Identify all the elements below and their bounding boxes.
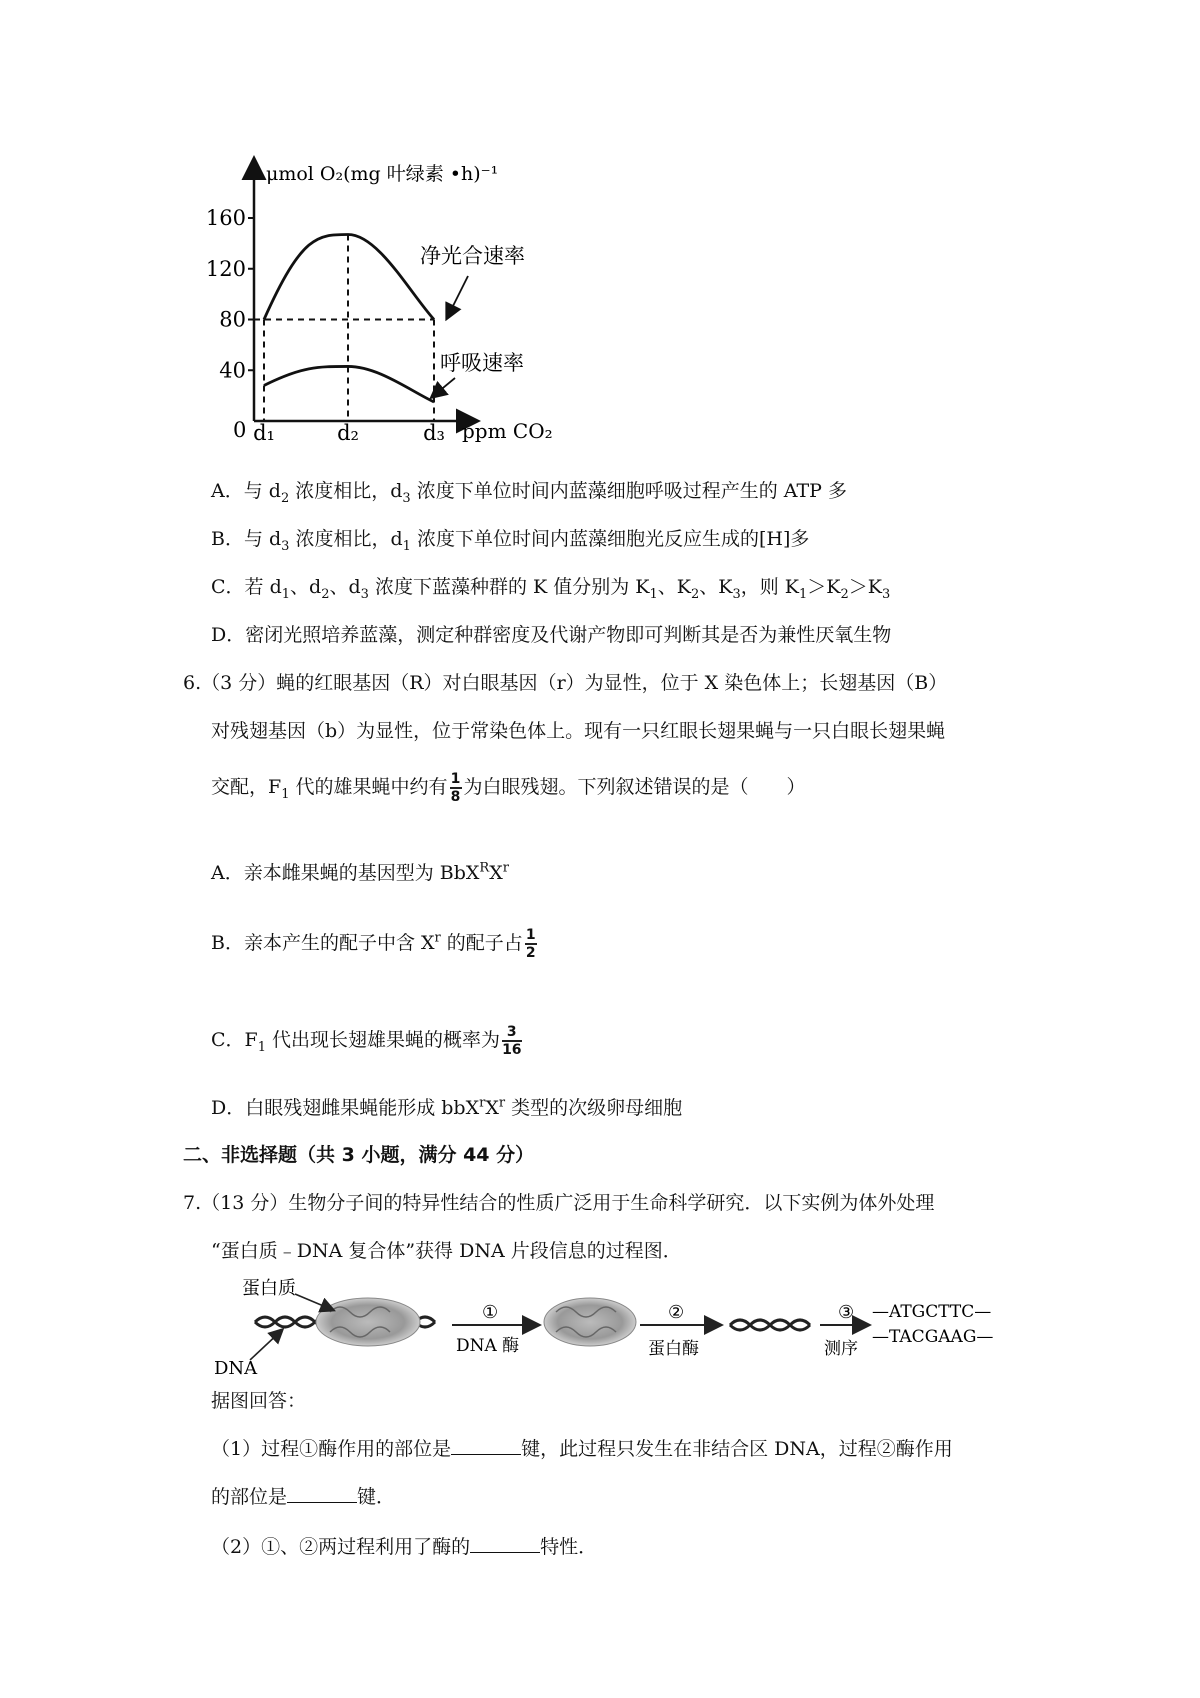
- q6-option-b: B．亲本产生的配子中含 $X^r$ 的配子占 $\frac{1}{2}$: [211, 927, 536, 961]
- dna-label: DNA: [214, 1358, 258, 1379]
- step-1-label: DNA 酶: [456, 1336, 520, 1356]
- q6-stem-line1: 6.（3 分）蝇的红眼基因（R）对白眼基因（r）为显性，位于 X 染色体上；长翅基因（B）: [183, 672, 948, 694]
- sequence-top: —ATGCTTC—: [872, 1302, 992, 1322]
- fraction-three-sixteenths: $\frac{3}{16}$: [502, 1024, 522, 1058]
- x-tick-label: d₃: [423, 421, 445, 445]
- x-axis-label: ppm CO₂: [462, 419, 553, 443]
- net-rate-label: 净光合速率: [420, 244, 525, 268]
- section-2-heading: 二、非选择题（共 3 小题，满分 44 分）: [183, 1144, 535, 1166]
- q7-part2: （2）①、②两过程利用了酶的 特性．: [211, 1536, 598, 1558]
- q7-stem-line2: “蛋白质﹣DNA 复合体”获得 DNA 片段信息的过程图．: [211, 1240, 682, 1262]
- y-tick-label: 160: [205, 206, 246, 230]
- step-2-marker: ②: [668, 1302, 685, 1323]
- q6-option-c: C．$F_1$ 代出现长翅雄果蝇的概率为 $\frac{3}{16}$: [211, 1024, 522, 1058]
- resp-rate-label: 呼吸速率: [440, 351, 524, 375]
- dna-protein-diagram: [0, 1270, 1020, 1390]
- fraction-one-eighth: $\frac{1}{8}$: [450, 771, 461, 805]
- step-3-marker: ③: [838, 1302, 855, 1323]
- photosynthesis-chart: [0, 0, 620, 460]
- q6-stem-line2: 对残翅基因（b）为显性，位于常染色体上。现有一只红眼长翅果蝇与一只白眼长翅果蝇: [211, 720, 946, 742]
- dna-helix-short: [730, 1320, 810, 1330]
- q6-option-d: D．白眼残翅雌果蝇能形成 $bbX^rX^r$ 类型的次级卵母细胞: [211, 1095, 683, 1119]
- y-tick-label: 120: [205, 256, 246, 281]
- dna-pointer: [250, 1330, 282, 1360]
- q6-stem-line3: 交配，$F_1$ 代的雄果蝇中约有 $\frac{1}{8}$ 为白眼残翅。下列叙述错误的是（ ）: [211, 771, 806, 805]
- answer-blank-2[interactable]: [287, 1484, 357, 1503]
- q7-prompt: 据图回答：: [211, 1390, 307, 1412]
- step-3-label: 测序: [824, 1339, 858, 1359]
- protein-blob-1: [316, 1298, 420, 1346]
- resp-rate-pointer: [432, 378, 455, 397]
- origin-label: 0: [233, 418, 247, 442]
- protein-blob-2: [544, 1298, 636, 1346]
- q7-part1-line1: （1）过程①酶作用的部位是 键，此过程只发生在非结合区 DNA，过程②酶作用: [211, 1438, 953, 1460]
- x-tick-label: d₁: [253, 421, 275, 445]
- q5-option-c: C．若 $d_1$、$d_2$、$d_3$ 浓度下蓝藻种群的 K 值分别为 $K_1$、$K_2$、$K_3$，则 $K_1>K_2>K_3$: [211, 576, 891, 602]
- protein-pointer: [295, 1294, 333, 1310]
- answer-blank-3[interactable]: [470, 1534, 540, 1553]
- y-tick-label: 80: [219, 307, 246, 332]
- chart-axes: [254, 160, 476, 421]
- y-axis-label: μmol O₂(mg 叶绿素 •h)⁻¹: [266, 163, 499, 185]
- q6-option-a: A．亲本雌果蝇的基因型为 $BbX^RX^r$: [211, 860, 509, 884]
- q7-part1-line2: 的部位是 键．: [211, 1486, 396, 1508]
- step-1-marker: ①: [482, 1302, 499, 1323]
- y-tick-label: 40: [219, 358, 246, 383]
- x-tick-label: d₂: [337, 421, 359, 445]
- sequence-bottom: —TACGAAG—: [872, 1327, 994, 1347]
- net-rate-pointer: [447, 276, 468, 318]
- q5-option-a: A．与 $d_2$ 浓度相比，$d_3$ 浓度下单位时间内蓝藻细胞呼吸过程产生的 ATP 多: [211, 480, 847, 506]
- step-2-label: 蛋白酶: [648, 1339, 699, 1359]
- q5-option-b: B．与 $d_3$ 浓度相比，$d_1$ 浓度下单位时间内蓝藻细胞光反应生成的[H]多: [211, 528, 810, 554]
- fraction-one-half: $\frac{1}{2}$: [525, 927, 536, 961]
- q7-stem-line1: 7.（13 分）生物分子间的特异性结合的性质广泛用于生命科学研究．以下实例为体外处理: [183, 1192, 935, 1214]
- protein-label: 蛋白质: [242, 1278, 296, 1299]
- answer-blank-1[interactable]: [451, 1436, 521, 1455]
- q5-option-d: D．密闭光照培养蓝藻，测定种群密度及代谢产物即可判断其是否为兼性厌氧生物: [211, 624, 892, 646]
